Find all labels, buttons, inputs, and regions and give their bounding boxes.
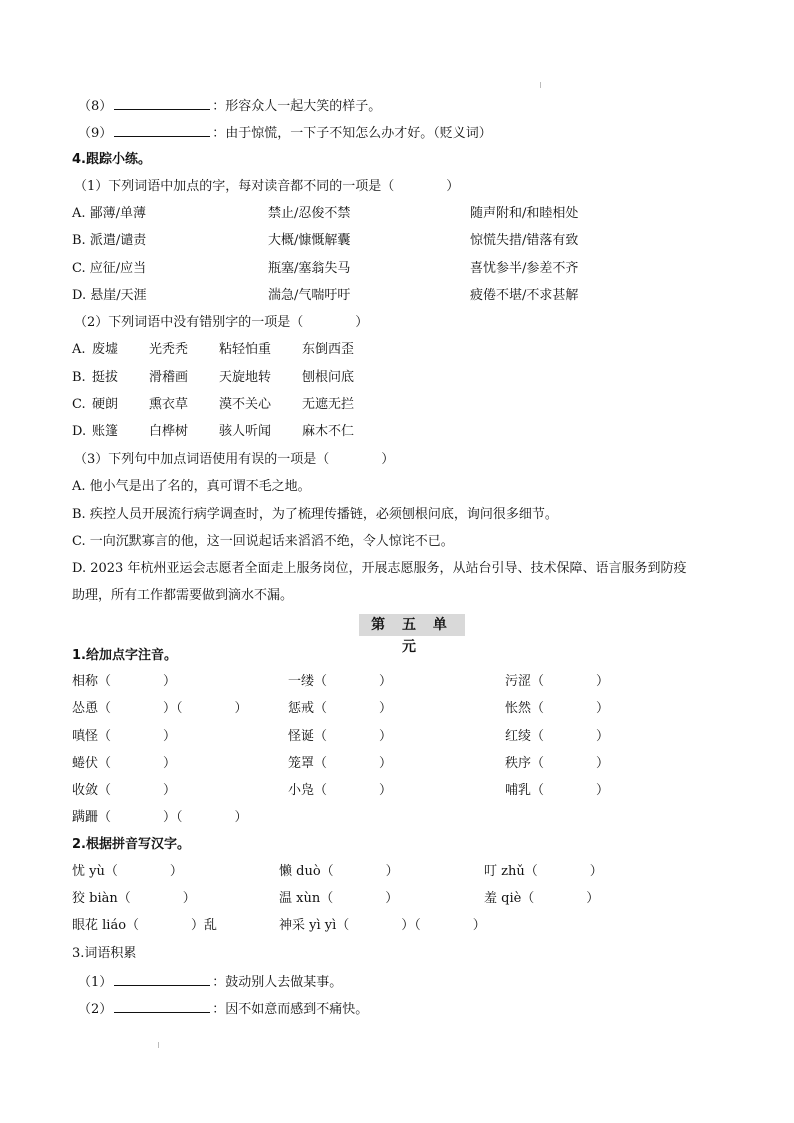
q2-word: 滑稽画: [149, 370, 189, 385]
q2-stem: （2）下列词语中没有错别字的一项是（ ）: [74, 315, 369, 330]
section-3-title: 3.词语积累: [72, 946, 137, 961]
q1-option-c-2: 瓶塞/塞翁失马: [268, 261, 351, 276]
q1-option-a-2: 禁止/忍俊不禁: [268, 206, 351, 221]
q1-option-a-3: 随声附和/和睦相处: [470, 206, 579, 221]
page-mark: [540, 82, 541, 88]
hanzi-item[interactable]: 神采 yì yì（ ）（ ）: [279, 918, 486, 933]
q2-word: 麻木不仁: [302, 424, 355, 439]
q2-word: 硬朗: [92, 397, 119, 412]
pinyin-item[interactable]: 哺乳（ ）: [505, 783, 610, 798]
pinyin-item[interactable]: 怂恿（ ）（ ）: [72, 701, 248, 716]
pinyin-item[interactable]: 收敛（ ）: [72, 783, 177, 798]
pinyin-item[interactable]: 污涩（ ）: [505, 674, 610, 689]
answer-blank[interactable]: [114, 97, 210, 110]
q3-option-b: B. 疾控人员开展流行病学调查时，为了梳理传播链，必须刨根问底，询问很多细节。: [72, 507, 558, 522]
pinyin-item[interactable]: 一缕（ ）: [288, 674, 393, 689]
pinyin-item[interactable]: 相称（ ）: [72, 674, 177, 689]
section-4-title: 4.跟踪小练。: [72, 152, 151, 167]
q2-word: 东倒西歪: [302, 342, 355, 357]
q2-word: 骇人听闻: [219, 424, 272, 439]
pinyin-item[interactable]: 红绫（ ）: [505, 729, 610, 744]
q1-option-a: A. 鄙薄/单薄: [72, 206, 147, 221]
hanzi-item[interactable]: 懒 duò（ ）: [279, 864, 399, 879]
q3-stem: （3）下列句中加点词语使用有误的一项是（ ）: [74, 452, 395, 467]
item-number: （2）: [78, 1002, 113, 1017]
hanzi-item[interactable]: 忧 yù（ ）: [72, 864, 183, 879]
q3-option-d: D. 2023 年杭州亚运会志愿者全面走上服务岗位，开展志愿服务，从站台引导、技术保障、语言服务到防疫: [72, 561, 687, 576]
item-number: （1）: [78, 975, 113, 990]
q2-option-label: B.: [72, 370, 86, 385]
q3-option-c: C. 一向沉默寡言的他，这一回说起话来滔滔不绝，令人惊诧不已。: [72, 534, 454, 549]
q2-word: 熏衣草: [149, 397, 189, 412]
item-description: ：由于惊慌，一下子不知怎么办才好。（贬义词）: [212, 126, 492, 141]
q2-word: 粘轻怕重: [219, 342, 272, 357]
pinyin-item[interactable]: 惩戒（ ）: [288, 701, 393, 716]
pinyin-item[interactable]: 怅然（ ）: [505, 701, 610, 716]
q1-option-c-3: 喜忧参半/参差不齐: [470, 261, 579, 276]
section-1-title: 1.给加点字注音。: [72, 648, 177, 663]
fill-item-1: [78, 973, 342, 991]
answer-blank[interactable]: [114, 973, 210, 986]
q1-option-b: B. 派遣/谴责: [72, 233, 147, 248]
q3-option-a: A. 他小气是出了名的，真可谓不毛之地。: [72, 479, 311, 494]
section-2-title: 2.根据拼音写汉字。: [72, 837, 190, 852]
pinyin-item[interactable]: 小凫（ ）: [288, 783, 393, 798]
q2-option-label: A.: [72, 342, 86, 357]
pinyin-item[interactable]: 蹒跚（ ）（ ）: [72, 810, 248, 825]
item-number: （9）: [78, 126, 113, 141]
hanzi-item[interactable]: 羞 qiè（ ）: [484, 891, 600, 906]
q1-option-b-3: 惊慌失措/错落有致: [470, 233, 579, 248]
unit-title: 第 五 单 元: [359, 614, 465, 636]
item-description: ：因不如意而感到不痛快。: [212, 1002, 369, 1017]
fill-item-8: [78, 97, 381, 115]
item-number: （8）: [78, 99, 113, 114]
page-mark: [158, 1042, 159, 1048]
pinyin-item[interactable]: 秩序（ ）: [505, 756, 610, 771]
pinyin-item[interactable]: 蜷伏（ ）: [72, 756, 177, 771]
pinyin-item[interactable]: 怪诞（ ）: [288, 729, 393, 744]
pinyin-item[interactable]: 笼罩（ ）: [288, 756, 393, 771]
item-description: ：鼓动别人去做某事。: [212, 975, 343, 990]
q2-word: 无遮无拦: [302, 397, 355, 412]
q2-word: 刨根问底: [302, 370, 355, 385]
q1-option-d: D. 悬崖/天涯: [72, 288, 147, 303]
q1-option-b-2: 大概/慷慨解囊: [268, 233, 351, 248]
q2-option-label: C.: [72, 397, 86, 412]
q2-word: 账篷: [92, 424, 119, 439]
hanzi-item[interactable]: 温 xùn（ ）: [279, 891, 399, 906]
answer-blank[interactable]: [114, 124, 210, 137]
q2-word: 废墟: [92, 342, 119, 357]
hanzi-item[interactable]: 叮 zhǔ（ ）: [484, 864, 603, 879]
q2-word: 光秃秃: [149, 342, 189, 357]
q2-word: 挺拔: [92, 370, 119, 385]
fill-item-2: [78, 1000, 368, 1018]
q2-word: 漠不关心: [219, 397, 272, 412]
answer-blank[interactable]: [114, 1000, 210, 1013]
pinyin-item[interactable]: 嗔怪（ ）: [72, 729, 177, 744]
q3-option-d-cont: 助理，所有工作都需要做到滴水不漏。: [72, 588, 294, 603]
q2-word: 白桦树: [149, 424, 189, 439]
item-description: ：形容众人一起大笑的样子。: [212, 99, 382, 114]
q1-option-d-2: 湍急/气喘吁吁: [268, 288, 351, 303]
fill-item-9: [78, 124, 492, 142]
hanzi-item[interactable]: 眼花 liáo（ ）乱: [72, 918, 218, 933]
q2-option-label: D.: [72, 424, 87, 439]
q1-stem: （1）下列词语中加点的字，每对读音都不同的一项是（ ）: [74, 179, 460, 194]
q1-option-c: C. 应征/应当: [72, 261, 147, 276]
q1-option-d-3: 疲倦不堪/不求甚解: [470, 288, 579, 303]
q2-word: 天旋地转: [219, 370, 272, 385]
hanzi-item[interactable]: 狡 biàn（ ）: [72, 891, 196, 906]
